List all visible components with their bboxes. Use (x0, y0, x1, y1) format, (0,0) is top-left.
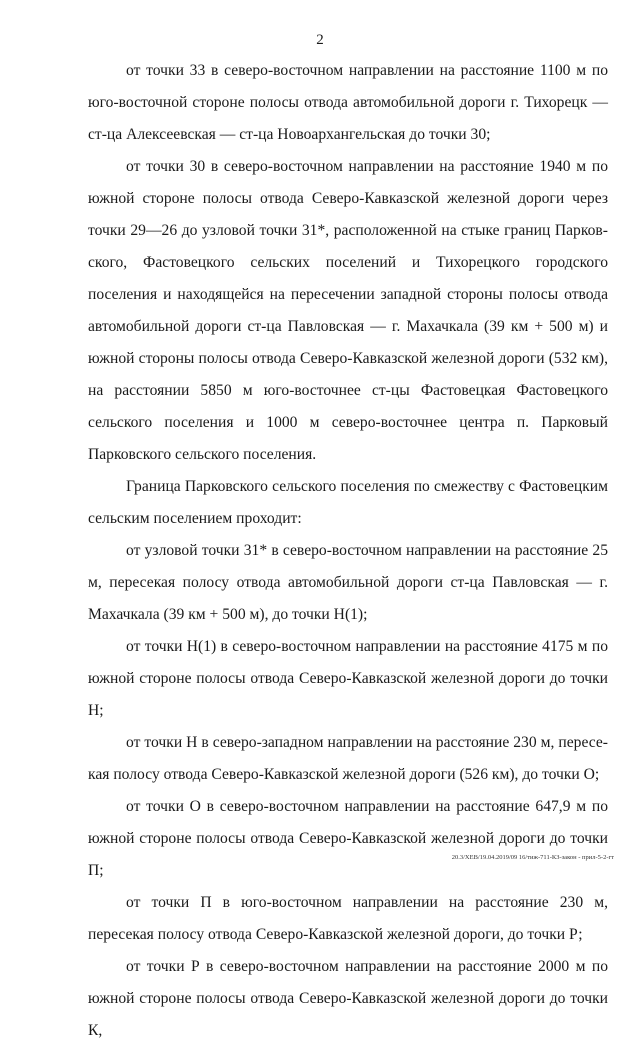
document-body (88, 55, 608, 1047)
paragraph: от точки Н(1) в северо-восточном направлении на расстояние 4175 м по южной стороне полосы отвода Северо-Кавказской железной дороги до точки Н; (88, 638, 608, 719)
paragraph: от узловой точки 31* в северо-восточном направлении на расстояние 25 м, пересекая полосу отвода автомобильной дороги ст-ца Павловская — г. Махачкала (39 км + 500 м), до точки Н(1); (88, 542, 608, 623)
page-number: 2 (316, 32, 324, 48)
paragraph: от точки О в северо-восточном направлении на расстояние 647,9 м по южной стороне полосы отвода Северо-Кавказской железной дороги до точки П; (88, 798, 608, 879)
paragraph: от точки П в юго-восточном направлении на расстояние 230 м, пересекая полосу отвода Северо-Кавказской железной дороги, до точки Р; (88, 894, 608, 943)
paragraph: от точки Н в северо-западном направлении на расстояние 230 м, пересекая полосу отвода Северо-Кавказской железной дороги (526 км), до точки О; (88, 734, 608, 783)
paragraph: Граница Парковского сельского поселения по смежеству с Фастовецким сельским поселением проходит: (88, 478, 608, 527)
paragraph: от точки 30 в северо-восточном направлении на расстояние 1940 м по южной стороне полосы отвода Северо-Кавказской железной дороги через точки 29—26 до узловой точки 31*, расположенной на стыке границ Парковского, Фастовецкого сельских поселений и Тихорецкого городского поселения и находящейся на пересечении западной стороны полосы отвода автомобильной дороги ст-ца Павловская — г. Махачкала (39 км + 500 м) и южной стороны полосы отвода Северо-Кавказской железной дороги (532 км), на расстоянии 5850 м юго-восточнее ст-цы Фастовецкая Фастовецкого сельского поселения и 1000 м северо-восточнее центра п. Парковый Парковского сельского поселения. (88, 158, 608, 463)
document-footer-code: 20.3/ХЕВ/19.04.2019/09 16/тиж-711-КЗ-закон - прил-5-2-гт (451, 854, 614, 861)
paragraph: от точки Р в северо-восточном направлении на расстояние 2000 м по южной стороне полосы отвода Северо-Кавказской железной дороги до точки К, (88, 958, 608, 1039)
paragraph: от точки 33 в северо-восточном направлении на расстояние 1100 м по юго-восточной стороне полосы отвода автомобильной дороги г. Тихорецк — ст-ца Алексеевская — ст-ца Новоархангельская до точки 30; (88, 62, 608, 143)
